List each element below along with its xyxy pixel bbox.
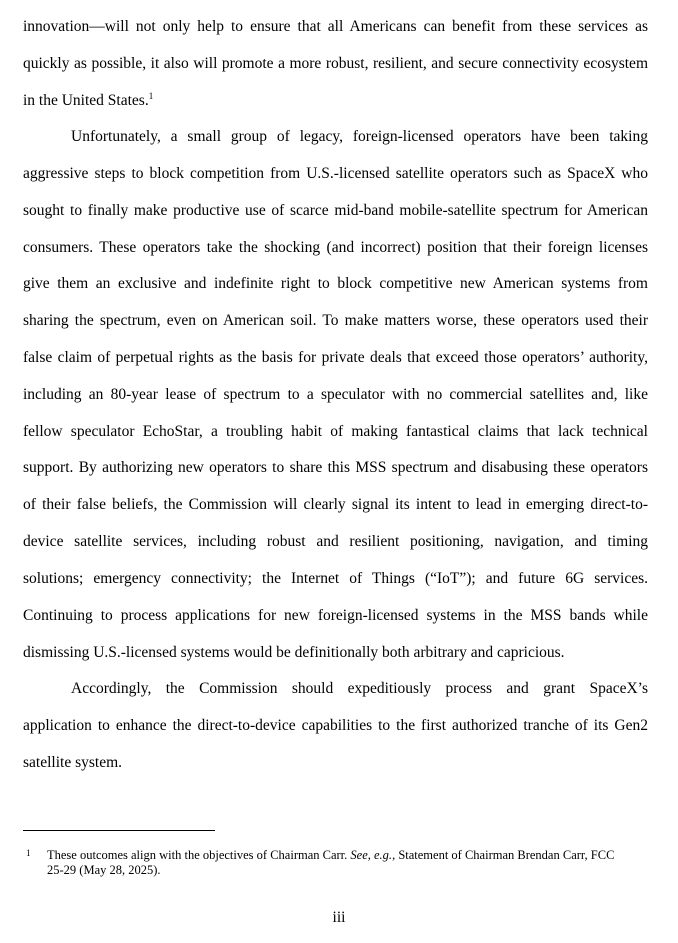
page-number: iii: [332, 909, 346, 926]
paragraph2-line-15: dismissing U.S.-licensed systems would be definitionally both arbitrary and capricious.: [23, 644, 565, 661]
paragraph1-line-2: quickly as possible, it also will promote a more robust, resilient, and secure connectivity ecosystem: [23, 55, 648, 72]
paragraph2-line-6: sharing the spectrum, even on American soil. To make matters worse, these operators used their: [23, 312, 648, 329]
footnote-line-2: 25-29 (May 28, 2025).: [47, 863, 161, 877]
paragraph2-line-8: including an 80-year lease of spectrum to a speculator with no commercial satellites and, like: [23, 386, 648, 403]
paragraph3-line-1: Accordingly, the Commission should expeditiously process and grant SpaceX’s: [71, 680, 648, 697]
paragraph2-line-12: device satellite services, including robust and resilient positioning, navigation, and timing: [23, 533, 648, 550]
paragraph1-line-3-text: in the United States.: [23, 92, 149, 109]
paragraph2-line-9: fellow speculator EchoStar, a troubling habit of making fantastical claims that lack technical: [23, 423, 648, 440]
paragraph2-line-2: aggressive steps to block competition from U.S.-licensed satellite operators such as SpaceX who: [23, 165, 648, 182]
paragraph1-line-3: [23, 91, 648, 111]
paragraph3-line-3: satellite system.: [23, 754, 123, 771]
paragraph3-line-2: application to enhance the direct-to-device capabilities to the first authorized tranche of its Gen2: [23, 717, 648, 734]
paragraph2-line-5: give them an exclusive and indefinite right to block competitive new American systems from: [23, 275, 648, 292]
footnote-line-1-post: , Statement of Chairman Brendan Carr, FCC: [392, 848, 615, 862]
paragraph2-line-4: consumers. These operators take the shocking (and incorrect) position that their foreign licenses: [23, 239, 648, 256]
paragraph1-line-1: innovation—will not only help to ensure that all Americans can benefit from these services as: [23, 18, 648, 35]
paragraph2-line-14: Continuing to process applications for new foreign-licensed systems in the MSS bands while: [23, 607, 648, 624]
footnote-reference: 1: [148, 90, 154, 101]
footnote-line-1-pre: These outcomes align with the objectives of Chairman Carr.: [47, 848, 351, 862]
footnote-line-1: [47, 847, 648, 863]
paragraph2-line-10: support. By authorizing new operators to share this MSS spectrum and disabusing these operators: [23, 459, 648, 476]
paragraph2-line-3: sought to finally make productive use of scarce mid-band mobile-satellite spectrum for American: [23, 202, 648, 219]
footnote-number: 1: [26, 848, 31, 858]
footnote-citation-signal: See, e.g.: [350, 848, 393, 862]
footnote-separator: [23, 830, 215, 831]
paragraph2-line-7: false claim of perpetual rights as the basis for private deals that exceed those operators’ authority,: [23, 349, 648, 366]
paragraph2-line-13: solutions; emergency connectivity; the Internet of Things (“IoT”); and future 6G services.: [23, 570, 648, 587]
paragraph2-line-1: Unfortunately, a small group of legacy, foreign-licensed operators have been taking: [71, 128, 648, 145]
paragraph2-line-11: of their false beliefs, the Commission will clearly signal its intent to lead in emerging direct-to-: [23, 496, 648, 513]
